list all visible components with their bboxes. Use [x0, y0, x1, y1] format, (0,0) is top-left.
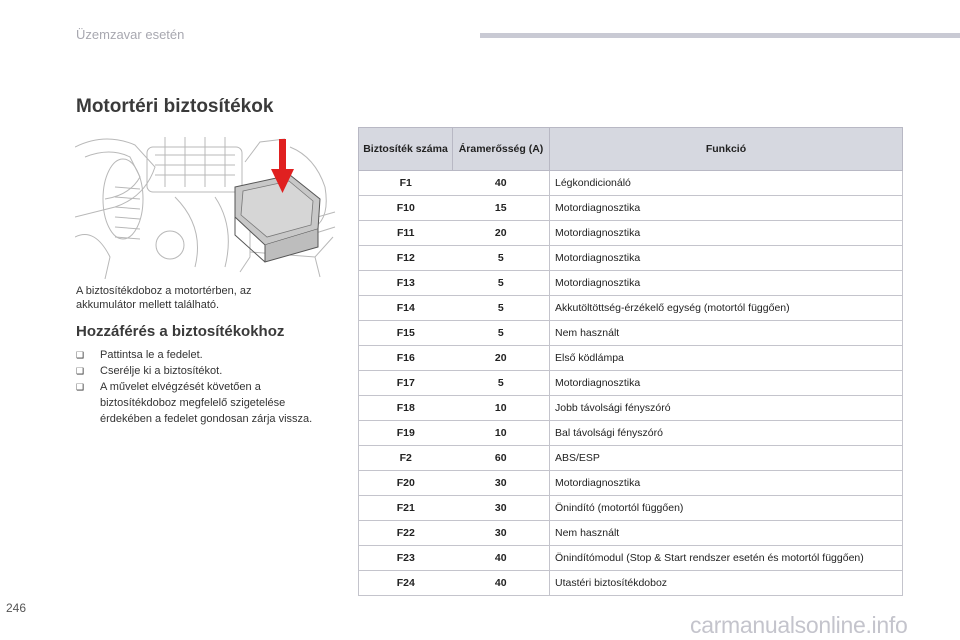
subsection-title: Hozzáférés a biztosítékokhoz — [76, 323, 285, 340]
amperage: 30 — [453, 521, 550, 546]
steps-list — [76, 347, 326, 427]
function: Légkondicionáló — [550, 171, 903, 196]
amperage: 30 — [453, 496, 550, 521]
chapter-header: Üzemzavar esetén — [76, 27, 185, 42]
function: Akkutöltöttség-érzékelő egység (motortól függően) — [550, 296, 903, 321]
checkbox-bullet-icon: ❑ — [76, 366, 85, 376]
fuse-table — [358, 127, 903, 596]
amperage: 40 — [453, 171, 550, 196]
function: Nem használt — [550, 521, 903, 546]
function: Motordiagnosztika — [550, 246, 903, 271]
fuse-number: F14 — [359, 296, 453, 321]
amperage: 5 — [453, 246, 550, 271]
engine-fusebox-illustration-icon — [75, 127, 336, 279]
fuse-number: F18 — [359, 396, 453, 421]
amperage: 5 — [453, 271, 550, 296]
table-row — [359, 171, 903, 196]
table-row — [359, 496, 903, 521]
section-title: Motortéri biztosítékok — [76, 96, 274, 117]
fuse-number: F20 — [359, 471, 453, 496]
fuse-number: F1 — [359, 171, 453, 196]
checkbox-bullet-icon: ❑ — [76, 382, 85, 392]
table-row — [359, 221, 903, 246]
function: Motordiagnosztika — [550, 221, 903, 246]
page-number: 246 — [6, 601, 27, 615]
fuse-number: F13 — [359, 271, 453, 296]
function: Bal távolsági fényszóró — [550, 421, 903, 446]
table-row — [359, 571, 903, 596]
table-row — [359, 546, 903, 571]
table-row — [359, 246, 903, 271]
function: Első ködlámpa — [550, 346, 903, 371]
fuse-number: F21 — [359, 496, 453, 521]
table-row — [359, 271, 903, 296]
fuse-number: F24 — [359, 571, 453, 596]
table-row — [359, 296, 903, 321]
amperage: 20 — [453, 346, 550, 371]
table-row — [359, 446, 903, 471]
column-header-fuse-number: Biztosíték száma — [359, 128, 453, 171]
table-row — [359, 471, 903, 496]
fuse-number: F15 — [359, 321, 453, 346]
fuse-number: F19 — [359, 421, 453, 446]
figure-caption: A biztosítékdoboz a motortérben, az akkumulátor mellett található. — [76, 285, 252, 311]
function: Motordiagnosztika — [550, 471, 903, 496]
list-item — [76, 347, 326, 363]
function: Utastéri biztosítékdoboz — [550, 571, 903, 596]
function: Motordiagnosztika — [550, 371, 903, 396]
header-divider — [480, 33, 960, 38]
fuse-number: F2 — [359, 446, 453, 471]
fuse-number: F11 — [359, 221, 453, 246]
amperage: 15 — [453, 196, 550, 221]
step-text: A művelet elvégzését követően a biztosítékdoboz megfelelő szigetelése érdekében a fedelet gondosan zárja vissza. — [100, 381, 313, 425]
table-header-row — [359, 128, 903, 171]
step-text: Pattintsa le a fedelet. — [100, 349, 203, 361]
step-text: Cserélje ki a biztosítékot. — [100, 365, 223, 377]
function: ABS/ESP — [550, 446, 903, 471]
table-row — [359, 521, 903, 546]
amperage: 40 — [453, 571, 550, 596]
amperage: 60 — [453, 446, 550, 471]
amperage: 10 — [453, 396, 550, 421]
amperage: 30 — [453, 471, 550, 496]
amperage: 5 — [453, 371, 550, 396]
function: Önindító (motortól függően) — [550, 496, 903, 521]
table-row — [359, 396, 903, 421]
fuse-number: F12 — [359, 246, 453, 271]
checkbox-bullet-icon: ❑ — [76, 350, 85, 360]
function: Nem használt — [550, 321, 903, 346]
fuse-number: F22 — [359, 521, 453, 546]
table-row — [359, 321, 903, 346]
list-item — [76, 363, 326, 379]
table-row — [359, 196, 903, 221]
fuse-number: F16 — [359, 346, 453, 371]
column-header-function: Funkció — [550, 128, 903, 171]
fuse-number: F17 — [359, 371, 453, 396]
function: Önindítómodul (Stop & Start rendszer esetén és motortól függően) — [550, 546, 903, 571]
table-row — [359, 346, 903, 371]
amperage: 5 — [453, 321, 550, 346]
table-row — [359, 421, 903, 446]
fuse-number: F23 — [359, 546, 453, 571]
amperage: 10 — [453, 421, 550, 446]
function: Motordiagnosztika — [550, 271, 903, 296]
function: Motordiagnosztika — [550, 196, 903, 221]
watermark: carmanualsonline.info — [690, 612, 908, 638]
table-row — [359, 371, 903, 396]
amperage: 20 — [453, 221, 550, 246]
column-header-amperage: Áramerősség (A) — [453, 128, 550, 171]
fuse-number: F10 — [359, 196, 453, 221]
function: Jobb távolsági fényszóró — [550, 396, 903, 421]
list-item — [76, 379, 326, 427]
amperage: 40 — [453, 546, 550, 571]
amperage: 5 — [453, 296, 550, 321]
